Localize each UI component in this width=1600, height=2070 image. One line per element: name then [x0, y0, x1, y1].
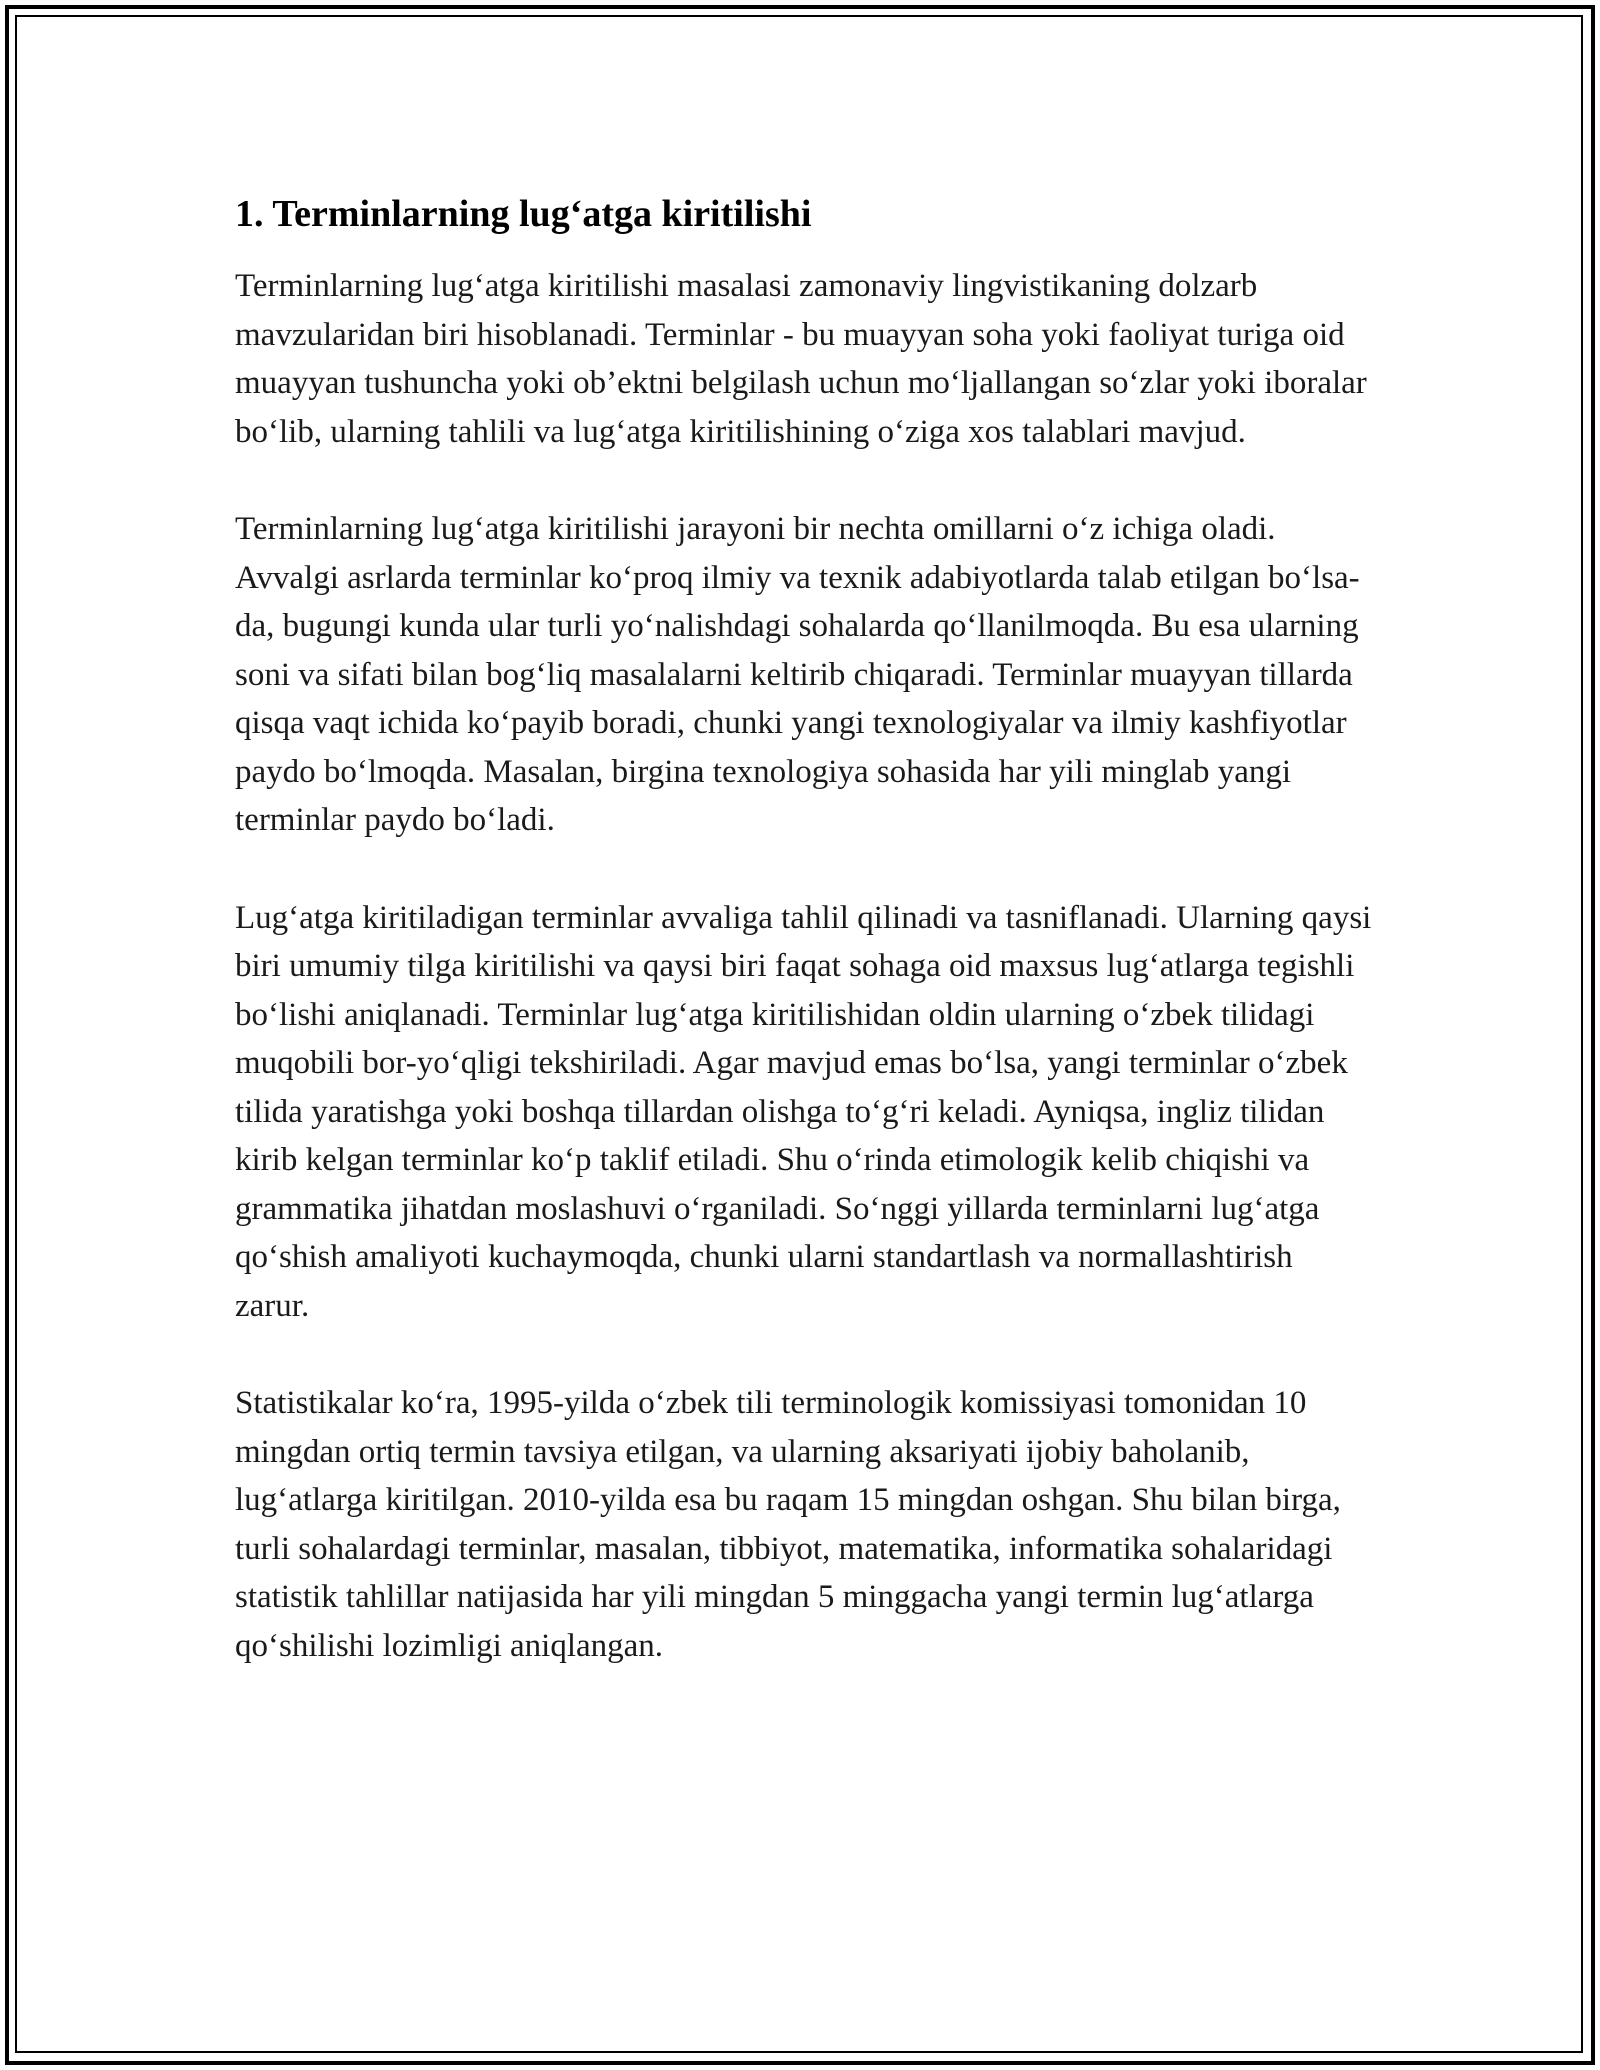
- paragraph-4: Statistikalar ko‘ra, 1995-yilda o‘zbek tili terminologik komissiyasi tomonidan 10 mingdan ortiq termin tavsiya etilgan, va ularning aksariyati ijobiy baholanib, lug‘atlarga kiritilgan. 2010-yilda esa bu raqam 15 mingdan oshgan. Shu bilan birga, turli sohalardagi terminlar, masalan, tibbiyot, matematika, informatika sohalaridagi statistik tahlillar natijasida har yili mingdan 5 minggacha yangi termin lug‘atlarga qo‘shilishi lozimligi aniqlangan.: [235, 1385, 1341, 1664]
- paragraph-2: Terminlarning lug‘atga kiritilishi jarayoni bir nechta omillarni o‘z ichiga oladi. Avvalgi asrlarda terminlar ko‘proq ilmiy va texnik adabiyotlarda talab etilgan bo‘lsa-da, bugungi kunda ular turli yo‘nalishdagi sohalarda qo‘llanilmoqda. Bu esa ularning soni va sifati bilan bog‘liq masalalarni keltirib chiqaradi. Terminlar muayyan tillarda qisqa vaqt ichida ko‘payib boradi, chunki yangi texnologiyalar va ilmiy kashfiyotlar paydo bo‘lmoqda. Masalan, birgina texnologiya sohasida har yili minglab yangi terminlar paydo bo‘ladi.: [235, 511, 1360, 838]
- section-heading: 1. Terminlarning lug‘atga kiritilishi: [235, 193, 812, 235]
- paragraph-3: Lug‘atga kiritiladigan terminlar avvaliga tahlil qilinadi va tasniflanadi. Ularning qaysi biri umumiy tilga kiritilishi va qaysi biri faqat sohaga oid maxsus lug‘atlarga tegishli bo‘lishi aniqlanadi. Terminlar lug‘atga kiritilishidan oldin ularning o‘zbek tilidagi muqobili bor-yo‘qligi tekshiriladi. Agar mavjud emas bo‘lsa, yangi terminlar o‘zbek tilida yaratishga yoki boshqa tillardan olishga to‘g‘ri keladi. Ayniqsa, ingliz tilidan kirib kelgan terminlar ko‘p taklif etiladi. Shu o‘rinda etimologik kelib chiqishi va grammatika jihatdan moslashuvi o‘rganiladi. So‘nggi yillarda terminlarni lug‘atga qo‘shish amaliyoti kuchaymoqda, chunki ularni standartlash va normallashtirish zarur.: [235, 899, 1372, 1324]
- document-body: [235, 188, 1375, 1670]
- paragraph-1: Terminlarning lug‘atga kiritilishi masalasi zamonaviy lingvistikaning dolzarb mavzularidan biri hisoblanadi. Terminlar - bu muayyan soha yoki faoliyat turiga oid muayyan tushuncha yoki ob’ektni belgilash uchun mo‘ljallangan so‘zlar yoki iboralar bo‘lib, ularning tahlili va lug‘atga kiritilishining o‘ziga xos talablari mavjud.: [235, 268, 1367, 450]
